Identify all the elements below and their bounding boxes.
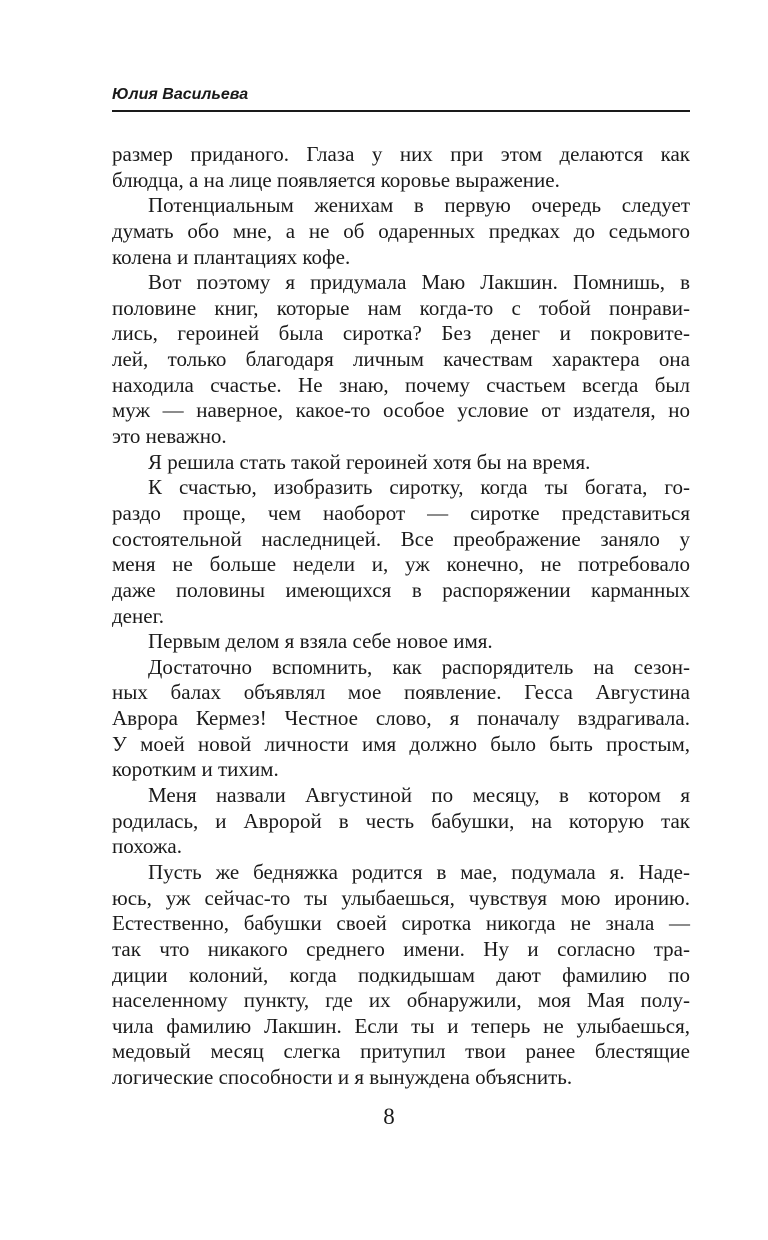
text-line: лей, только благодаря личным качествам характера она [112,347,690,372]
page-number: 8 [383,1104,395,1129]
text-line: юсь, уж сейчас-то ты улыбаешься, чувствуя мою иронию. [112,885,690,910]
text-line: половине книг, которые нам когда-то с тобой понрави- [112,295,690,320]
text-line: размер приданого. Глаза у них при этом делаются как [112,142,690,166]
text-line: денег. [112,603,165,628]
text-line: У моей новой личности имя должно было быть простым, [112,731,690,756]
text-line: Меня назвали Августиной по месяцу, в котором я [148,783,690,808]
text-line: меня не больше недели и, уж конечно, не потребовало [112,552,690,577]
text-line: похожа. [112,834,182,859]
text-line: блюдца, а на лице появляется коровье выражение. [112,167,560,192]
running-head-author: Юлия Васильева [112,86,249,103]
text-line: состоятельной наследницей. Все преображение заняло у [112,526,690,551]
text-line: населенному пункту, где их обнаружили, моя Мая полу- [112,988,690,1013]
text-line: Аврора Кермез! Честное слово, я поначалу вздрагивала. [112,706,690,731]
text-line: коротким и тихим. [112,757,279,782]
text-line: думать обо мне, а не об одаренных предках до седьмого [112,218,690,243]
text-line: так что никакого среднего имени. Ну и согласно тра- [112,936,690,961]
text-line: Первым делом я взяла себе новое имя. [148,629,493,654]
text-line: Естественно, бабушки своей сиротка никогда не знала — [112,911,690,936]
header-rule [112,110,690,112]
text-line: родилась, и Авророй в честь бабушки, на которую так [112,808,690,833]
text-line: Достаточно вспомнить, как распорядитель на сезон- [148,654,690,679]
text-line: К счастью, изобразить сиротку, когда ты богата, го- [148,475,690,500]
text-line: Пусть же бедняжка родится в мае, подумала я. Наде- [148,859,690,884]
text-line: медовый месяц слегка притупил твои ранее блестящие [112,1039,690,1064]
text-line: чила фамилию Лакшин. Если ты и теперь не улыбаешься, [112,1013,690,1038]
text-line: лись, героиней была сиротка? Без денег и покровите- [112,321,690,346]
text-line: это неважно. [112,424,227,449]
text-line: Я решила стать такой героиней хотя бы на время. [148,449,591,474]
text-line: раздо проще, чем наоборот — сиротке представиться [112,500,690,525]
text-line: Потенциальным женихам в первую очередь следует [148,193,690,218]
text-line: колена и плантациях кофе. [112,244,351,269]
text-line: Вот поэтому я придумала Маю Лакшин. Помнишь, в [148,270,690,295]
text-line: логические способности и я вынуждена объяснить. [112,1065,573,1090]
text-line: диции колоний, когда подкидышам дают фамилию по [112,962,690,987]
body-text [112,142,690,1091]
text-line: даже половины имеющихся в распоряжении карманных [112,577,690,602]
text-line: находила счастье. Не знаю, почему счастьем всегда был [112,372,690,397]
text-line: ных балах объявлял мое появление. Гесса Августина [112,680,690,705]
text-line: муж — наверное, какое-то особое условие от издателя, но [112,398,690,423]
